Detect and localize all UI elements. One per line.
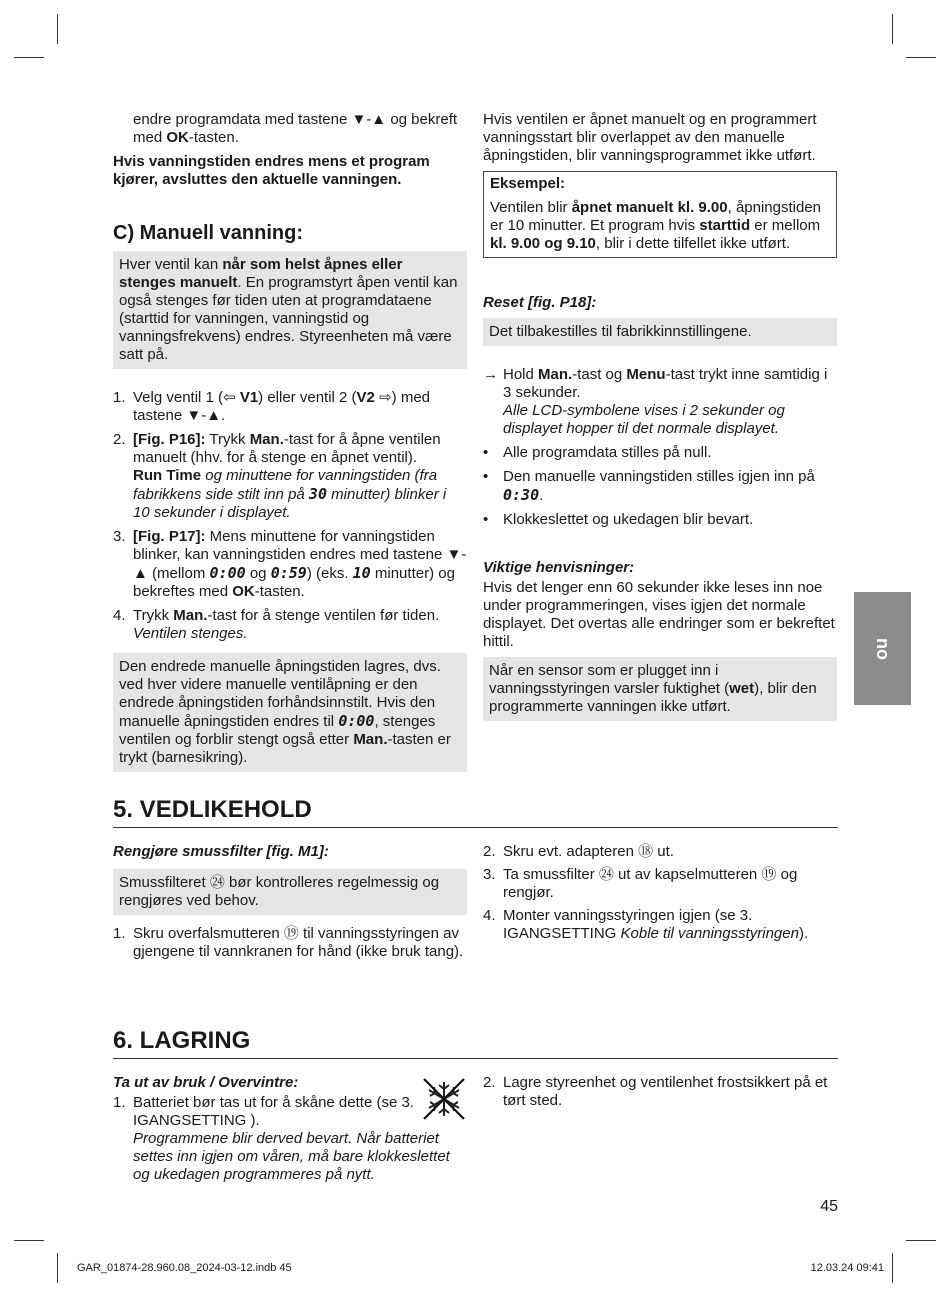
arrow-right-icon: → — [483, 366, 498, 383]
list-item: 1. Skru overfalsmutteren ⑲ til vanningsstyringen av gjengene til vannkranen for hånd (ikke bruk tang). — [113, 925, 464, 960]
example-title: Eksempel: — [490, 175, 566, 192]
no-frost-icon — [421, 1076, 467, 1122]
crop-mark — [14, 1240, 44, 1241]
filter-info-box: Smussfilteret ㉔ bør kontrolleres regelmessig og rengjøres ved behov. — [113, 869, 467, 915]
manual-info-box: Hver ventil kan når som helst åpnes eller stenges manuelt. En programstyrt åpen ventil kan også stenges før tiden uten at programdataene (starttid for vanningen, vanningstid og vanningsfrekvens) endres. Styreenheten må være satt på. — [113, 251, 467, 369]
manual-heading: C) Manuell vanning: — [113, 222, 303, 244]
left-column-top — [113, 111, 467, 772]
manual-info-box-2: Den endrede manuelle åpningstiden lagres, dvs. ved hver videre manuelle ventilåpning er den endrede åpningstiden forhåndsinnstilt. Hvis den manuelle åpningstiden endres til 0:00, stenges ventilen og forblir stengt også etter Man.-tasten er trykt (barnesikring). — [113, 653, 467, 772]
crop-mark — [892, 1253, 893, 1283]
page-number: 45 — [820, 1198, 838, 1215]
reset-step: → Hold Man.-tast og Menu-tast trykt inne samtidig i 3 sekunder. Alle LCD-symbolene vises i 2 sekunder og displayet hopper til det normale displayet. — [483, 366, 828, 437]
manual-steps — [113, 389, 467, 643]
list-item: 1. Velg ventil 1 (⇦ V1) eller ventil 2 (V2 ⇨) med tastene ▼-▲. — [113, 389, 430, 424]
list-item: • Klokkeslettet og ukedagen blir bevart. — [483, 511, 754, 528]
section-5-left — [113, 843, 467, 961]
crop-mark — [906, 1240, 936, 1241]
reset-info-box: Det tilbakestilles til fabrikkinnstillingene. — [483, 318, 837, 346]
footer-date: 12.03.24 09:41 — [810, 1262, 884, 1274]
crop-mark — [906, 57, 936, 58]
crop-mark — [14, 57, 44, 58]
list-item: 3. [Fig. P17]: Mens minuttene for vanningstiden blinker, kan vanningstiden endres med tastene ▼-▲ (mellom 0:00 og 0:59) (eks. 10 minutter) og bekreftes med OK-tasten. — [113, 528, 467, 600]
section-6-left — [113, 1074, 467, 1184]
reset-bullets — [483, 444, 837, 529]
crop-mark — [892, 14, 893, 44]
crop-mark — [57, 1253, 58, 1283]
list-item: 1. Batteriet bør tas ut for å skåne dette (se 3. IGANGSETTING ). Programmene blir derved bevart. Når batteriet settes inn igjen om våren, må bare klokkeslettet og ukedagen programmeres på nytt. — [113, 1094, 450, 1183]
reset-heading: Reset [fig. P18]: — [483, 294, 597, 311]
list-item: • Den manuelle vanningstiden stilles igjen inn på 0:30. — [483, 468, 815, 504]
example-text: Ventilen blir åpnet manuelt kl. 9.00, åpningstiden er 10 minutter. Et program hvis starttid er mellom kl. 9.00 og 9.10, blir i dette tilfellet ikke utført. — [490, 199, 822, 252]
bold-note: Hvis vanningstiden endres mens et program kjører, avsluttes den aktuelle vanningen. — [113, 153, 430, 188]
language-tab: no — [854, 592, 911, 705]
section-5-heading: 5. VEDLIKEHOLD — [113, 795, 838, 828]
crop-mark — [57, 14, 58, 44]
notes-info-box: Når en sensor som er plugget inn i vanningsstyringen varsler fuktighet (wet), blir den programmerte vanningen ikke utført. — [483, 657, 837, 721]
arrow-right-icon: ⇨ — [379, 389, 392, 406]
list-item: 3. Ta smussfilter ㉔ ut av kapselmutteren ⑲ og rengjør. — [483, 866, 798, 901]
continued-text: endre programdata med tastene ▼-▲ og bekreft med OK-tasten. — [133, 111, 458, 146]
section-5-right — [483, 843, 837, 943]
right-column-top — [483, 111, 837, 721]
storage-heading: Ta ut av bruk / Overvintre: — [113, 1074, 299, 1091]
notes-paragraph: Hvis det lenger enn 60 sekunder ikke leses inn noe under programmeringen, vises igjen det normale displayet. Det overtas alle endringer som er bekreftet hittil. — [483, 579, 835, 650]
section-6-right — [483, 1074, 837, 1110]
overlap-paragraph: Hvis ventilen er åpnet manuelt og en programmert vanningsstart blir overlappet av den manuelle åpningstiden, blir vanningsprogrammet ikke utført. — [483, 111, 817, 164]
list-item: • Alle programdata stilles på null. — [483, 444, 712, 461]
filter-heading: Rengjøre smussfilter [fig. M1]: — [113, 843, 329, 860]
notes-heading: Viktige henvisninger: — [483, 559, 635, 576]
footer-file-info: GAR_01874-28.960.08_2024-03-12.indb 45 — [77, 1262, 292, 1274]
list-item: 2. [Fig. P16]: Trykk Man.-tast for å åpne ventilen manuelt (hhv. for å stenge en åpnet ventil). Run Time og minuttene for vanningstiden (fra fabrikkens side stilt inn på 30 minutter) blinker i 10 sekunder i displayet. — [113, 431, 447, 521]
list-item: 4. Trykk Man.-tast for å stenge ventilen før tiden. Ventilen stenges. — [113, 607, 440, 642]
section-6-heading: 6. LAGRING — [113, 1026, 838, 1059]
list-item: 2. Lagre styreenhet og ventilenhet frostsikkert på et tørt sted. — [483, 1074, 828, 1109]
list-item: 4. Monter vanningsstyringen igjen (se 3. IGANGSETTING Koble til vanningsstyringen). — [483, 907, 809, 942]
arrow-left-icon: ⇦ — [223, 389, 236, 406]
list-item: 2. Skru evt. adapteren ⑱ ut. — [483, 843, 674, 860]
example-box — [483, 171, 837, 258]
